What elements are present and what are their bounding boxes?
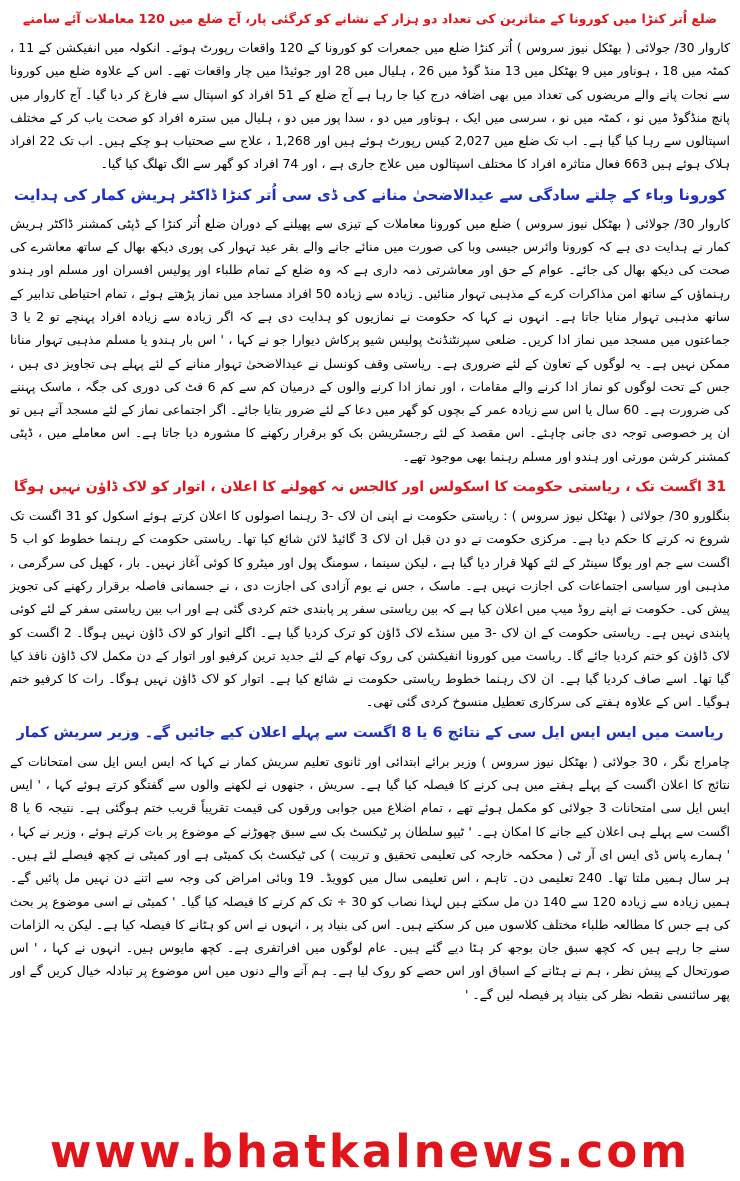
headline-sslc-results: ریاست میں ایس ایس ایل سی کے نتائج 6 یا 8 اگست سے پہلے اعلان کیے جائیں گے۔ وزیر سریش کمار (16, 724, 724, 741)
article-body: کاروار 30/ جولائی ( بھٹکل نیوز سروس ) ضلع میں کورونا معاملات کے تیزی سے پھیلنے کے دوران ضلع اُتر کنڑا کے ڈپٹی کمشنر ڈاکٹر ہریش کمار نے ہدایت دی ہے کہ کورونا وائرس جیسی وبا کی صورت میں منائے جانے والے بقر عید تہوار کی پوری دیکھ بھال کے ساتھ معاشرے کی صحت کی دیکھ بھال کی جائے۔ عوام کے حق اور معاشرتی ذمہ داری ہے کہ وہ ضلع کے تمام طلباء اور پولیس افسران اور مسلم اور ہندو رہنماؤں کے ساتھ امن مذاکرات کرے کے مذہبی تہوار منائیں۔ زیادہ سے زیادہ 50 افراد مساجد میں نماز پڑھتے ہوئے ، تمام احتیاطی تدابیر کے ساتھ مذہبی تہوار منایا جاتا ہے۔ انہوں نے کہا کہ حکومت نے نمازیوں کو ہدایت دی ہے کہ اگر زیادہ سے زیادہ افراد پہنچے تو 2 یا 3 جماعتوں میں مسجد میں نماز ادا کریں۔ ضلعی سپرنٹنڈنٹ پولیس شیو پرکاش دیوارا جو نے کہا ، ' اس بار ہندو یا مسلم مذہبی تہوار منانا ممکن نہیں ہے۔ یہ لوگوں کے تعاون کے لئے ضروری ہے۔ ریاستی وقف کونسل نے عیدالاضحیٰ تہوار منانے کے لئے پہلے ہی تجاویز دی ہیں ، جس کے تحت لوگوں کو نماز ادا کرنے والے مقامات ، اور نماز ادا کرنے والوں کے درمیان کم سے کم 6 فٹ کی دوری کی جگہ ، ماسک پہننے کی ضرورت ہے۔ 60 سال یا اس سے زیادہ عمر کے بچوں کو گھر میں دعا کے لئے ضرور بتایا جائے۔ اگر اجتماعی نماز کے لئے مسجد آتے ہیں تو ان پر خصوصی توجہ دی جانی چاہئے۔ اس مقصد کے لئے رجسٹریشن بک کو برقرار رکھنے کا مشورہ دیا جاتا ہے۔ اس معاملے میں ، ڈپٹی کمشنر کرشن مورتی اور ہندو اور مسلم رہنما بھی موجود تھے۔ (10, 215, 731, 464)
website-url: www.bhatkalnews.com (49, 1125, 691, 1178)
article-body: چامراج نگر ، 30 جولائی ( بھٹکل نیوز سروس ) وزیر برائے ابتدائی اور ثانوی تعلیم سریش کمار نے کہا کہ ایس ایس ایل سی امتحانات کے نتائج کا اعلان اگست کے پہلے ہفتے میں ہی کرنے کا فیصلہ کیا گیا ہے۔ سریش ، جنھوں نے لکھنے والوں سے گفتگو کرتے ہوئے کہا ، ' ایس ایس ایل سی امتحانات 3 جولائی کو مکمل ہوئے تھے ، تمام اضلاع میں جوابی ورقوں کی قیمت تقریباً قریب ختم ہوگئی ہے۔ نتیجہ 6 یا 8 اگست سے پہلے ہی اعلان کیے جانے کا امکان ہے۔ ' ٹیپو سلطان پر ٹیکسٹ بک سے سبق چھوڑنے کے موضوع پر بات کرتے ہوئے ، وزیر نے کہا ، ' ہمارے پاس ڈی ایس ای آر ٹی ( محکمہ خارجہ کی تعلیمی تحقیق و تربیت ) کی ٹیکسٹ بک کمیٹی ہے اور کمیٹی نے کچھ فیصلے لئے ہیں۔ ہر سال ہمیں ملتا تھا۔ 240 تعلیمی دن۔ تاہم ، اس تعلیمی سال میں کوویڈ۔ 19 وبائی امراض کی وجہ سے اتنے دن نہیں مل پائیں گے۔ ہمیں زیادہ سے زیادہ 120 سے 140 دن مل سکتے ہیں لہذا نصاب کو 30 ÷ تک کم کرنے کا فیصلہ کیا گیا۔ ' کمیٹی نے اسی موضوع پر بحث کی ہے جس کا مطالعہ طلباء مختلف کلاسوں میں کر سکتے ہیں۔ اس کی بنیاد پر ، انہوں نے اس کو ہٹانے کا فیصلہ کیا ہے۔ لیکن یہ الزامات سنے جا رہے ہیں کہ کچھ سبق جان بوجھ کر ہٹا دیے گئے ہیں۔ عام لوگوں میں افراتفری ہے۔ کچھ مایوس ہیں۔ انہوں نے کہا ، ' اس صورتحال کے پیش نظر ، ہم نے ہٹانے کے اسباق اور اس حصے کو روک لیا ہے۔ ہم آنے والے دنوں میں اس موضوع پر تبادلہ خیال کریں گے اور پھر سائنسی نقطہ نظر کی بنیاد پر فیصلہ لیں گے۔ ' (10, 753, 730, 1002)
headline-schools-closed: 31 اگست تک ، ریاستی حکومت کا اسکولس اور کالجس نہ کھولنے کا اعلان ، اتوار کو لاک ڈاؤن نہیں ہوگا (13, 479, 727, 496)
headline-eid-guidelines: کورونا وباء کے چلتے سادگی سے عیدالاضحیٰ منانے کی ڈی سی اُتر کنڑا ڈاکٹر ہریش کمار کی ہدایت (13, 185, 727, 204)
article-sslc-results (10, 750, 730, 1006)
article-corona-cases (10, 36, 730, 176)
article-eid-guidelines (10, 212, 730, 468)
headline-corona-cases: ضلع اُتر کنڑا میں کورونا کے متاثرین کی تعداد دو ہزار کے نشانے کو کرگئی پار، آج ضلع میں 120 معاملات آئے سامنے (22, 11, 718, 26)
website-banner (0, 1125, 740, 1179)
article-schools-closed (10, 504, 730, 714)
article-body: کاروار 30/ جولائی ( بھٹکل نیوز سروس ) اُتر کنڑا ضلع میں جمعرات کو کورونا کے 120 واقعات رپورٹ ہوئے۔ انکولہ میں انفیکشن کے 11 ، کمٹہ میں 18 ، ہوناور میں 9 بھٹکل میں 13 منڈ گوڈ میں 26 ، ہلیال میں 28 اور جوئیڈا میں چار واقعات تھے۔ اس کے علاوہ ضلع میں کورونا سے نجات پانے والے مریضوں کی تعداد میں بھی اضافہ درج کیا جا رہا ہے آج ضلع کے 51 افراد کو اسپتال سے فارغ کر دیا گیا۔ آج کاروار میں پانچ منڈگوڈ میں نو ، کمٹہ میں نو ، سرسی میں ایک ، ہوناور میں دو ، سدا پور میں دو ، ہلیال میں سترہ افراد کو صحت یاب کر کے مختلف اسپتالوں سے رہا کیا گیا ہے۔ اب تک ضلع میں 2,027 کیس رپورٹ ہوئے ہیں اور 1,268 ، علاج سے صحتیاب ہو چکے ہیں۔ اب تک 22 افراد ہلاک ہوئے ہیں 663 فعال متاثرہ افراد کا مختلف اسپتالوں میں علاج جاری ہے ، اور 74 افراد کو گھر سے الگ تھلگ کیا گیا۔ (10, 40, 730, 172)
article-body: بنگلورو 30/ جولائی ( بھٹکل نیوز سروس ) : ریاستی حکومت نے اپنی ان لاک -3 رہنما اصولوں کا اعلان کرتے ہوئے اسکول کو 31 اگست تک شروع نہ کرنے کا حکم دیا ہے۔ مرکزی حکومت نے دو دن قبل ان لاک 3 گائیڈ لائن شائع کیا تھا۔ ریاستی حکومت کے رہنما خطوط کو اب 5 اگست سے جم اور یوگا سینٹر کے لئے کھلا قرار دیا گیا ہے ، لیکن سینما ، سومنگ پول اور میٹرو کا کوئی آغاز نہیں۔ بار ، کھیل کی سرگرمی ، مذہبی اور سیاسی اجتماعات کی اجازت نہیں ہے۔ ماسک ، جس نے یوم آزادی کی اجازت دی ، نے جسمانی فاصلہ برقرار رکھنے کی تجویز پیش کی۔ حکومت نے اپنے روڈ میپ میں اعلان کیا ہے کہ بین ریاستی سفر پر پابندی ختم کردی گئی ہے اور اب بین ریاستی سفر کے لئے کوئی پابندی نہیں ہے۔ ریاستی حکومت کے ان لاک -3 میں سنڈے لاک ڈاؤن کو ترک کردیا گیا ہے۔ اگلے اتوار کو لاک ڈاؤن نہیں ہوگا۔ 2 اگست کو لاک ڈاؤن کو ختم کردیا جائے گا۔ ریاست میں کورونا انفیکشن کی روک تھام کے لئے جدید ترین کرفیو اور اتوار کے دن مکمل لاک ڈاؤن نافذ کیا گیا تھا۔ اسے صاف کردیا گیا ہے۔ ان لاک رہنما خطوط ریاستی حکومت نے شائع کیا ہے۔ اتوار کو لاک ڈاؤن نہیں ہوگا۔ رات کا کرفیو ختم ہوگیا۔ اس کے علاوہ ہفتے کی سرکاری تعطیل منسوخ کردی گئی تھی۔ (10, 508, 730, 710)
